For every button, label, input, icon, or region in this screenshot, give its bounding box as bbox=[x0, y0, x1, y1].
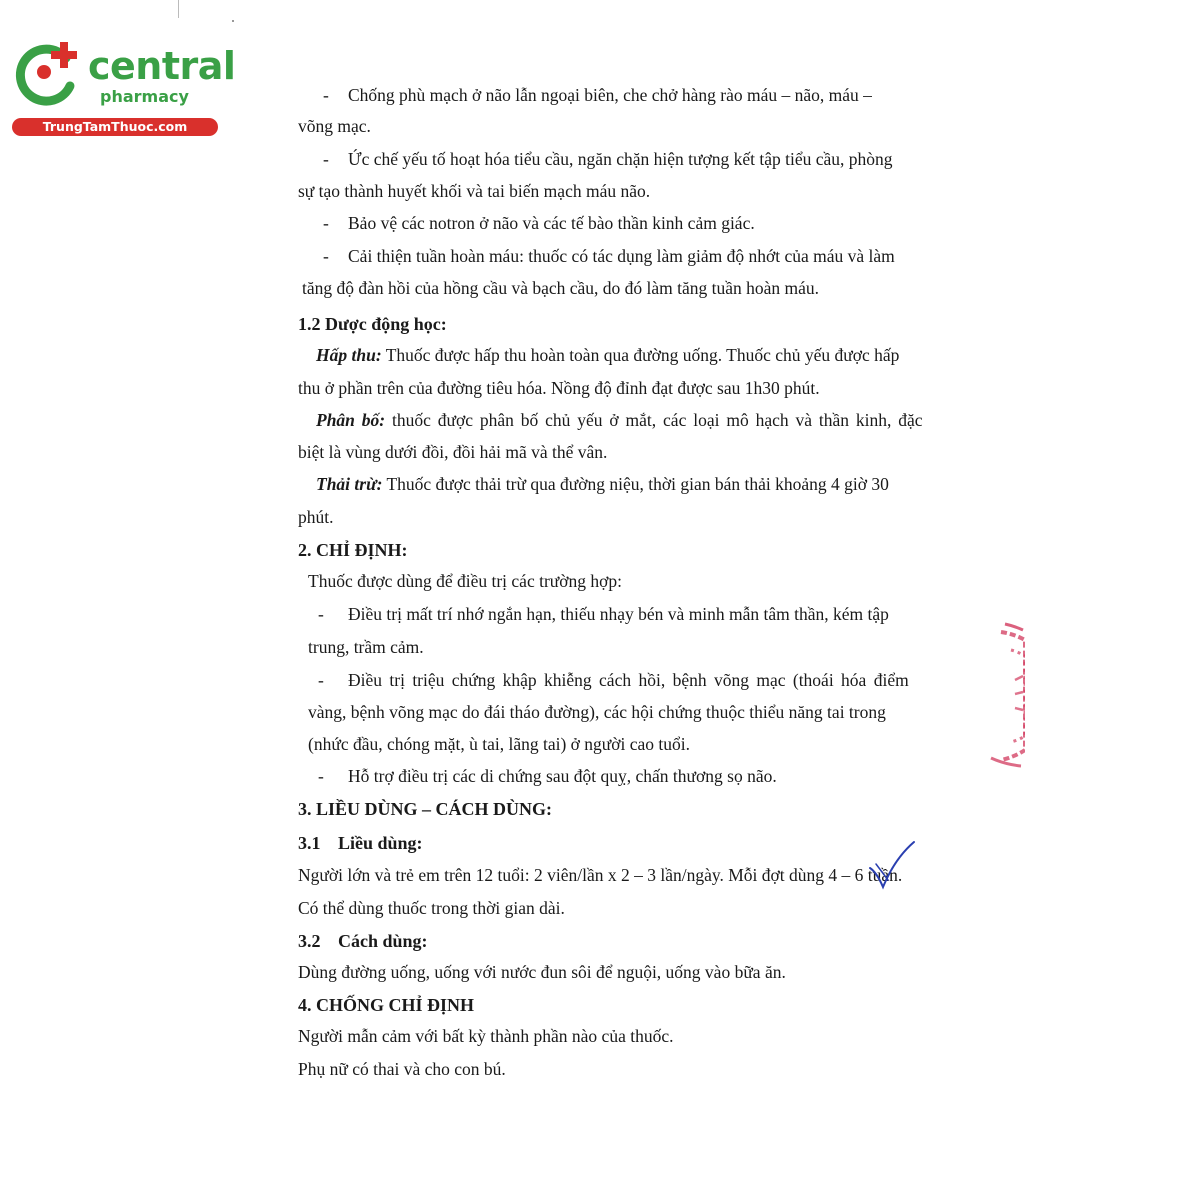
pk-absorb-lead: Hấp thu: bbox=[316, 345, 382, 365]
indication-b2-line3: (nhức đầu, chóng mặt, ù tai, lãng tai) ở người cao tuổi. bbox=[308, 734, 691, 754]
bullet-dash: - bbox=[318, 604, 324, 624]
pk-dist-text: thuốc được phân bố chủ yếu ở mắt, các loại mô hạch và thần kinh, đặc bbox=[385, 410, 923, 430]
dosage-sub2-title: Cách dùng: bbox=[338, 931, 428, 951]
bullet-dash: - bbox=[318, 766, 324, 786]
indication-intro: Thuốc được dùng để điều trị các trường hợp: bbox=[308, 571, 623, 591]
bullet-dash: - bbox=[318, 670, 324, 690]
scan-speck bbox=[232, 20, 234, 22]
contra-line2: Phụ nữ có thai và cho con bú. bbox=[298, 1059, 506, 1079]
indication-b3-line1: Hỗ trợ điều trị các di chứng sau đột quỵ, chấn thương sọ não. bbox=[348, 766, 777, 786]
indication-b1-line1: Điều trị mất trí nhớ ngắn hạn, thiếu nhạy bén và minh mẫn tâm thần, kém tập bbox=[348, 604, 889, 624]
indication-heading: 2. CHỈ ĐỊNH: bbox=[298, 540, 408, 560]
pk-elim-text: Thuốc được thải trừ qua đường niệu, thời gian bán thải khoảng 4 giờ 30 bbox=[382, 474, 889, 494]
contra-line1: Người mẫn cảm với bất kỳ thành phần nào của thuốc. bbox=[298, 1026, 674, 1046]
bullet-dash: - bbox=[323, 213, 329, 233]
logo-subtitle: pharmacy bbox=[100, 87, 189, 106]
pk-absorb-text: Thuốc được hấp thu hoàn toàn qua đường uống. Thuốc chủ yếu được hấp bbox=[381, 345, 900, 365]
dosage-sub1-number: 3.1 bbox=[298, 833, 321, 853]
dosage-heading: 3. LIỀU DÙNG – CÁCH DÙNG: bbox=[298, 799, 553, 819]
pk-elim-line2: phút. bbox=[298, 507, 334, 527]
pharm-b3-line1: Bảo vệ các notron ở não và các tế bào thần kinh cảm giác. bbox=[348, 213, 755, 233]
pharm-b2-line2: sự tạo thành huyết khối và tai biến mạch máu não. bbox=[298, 181, 651, 201]
dosage-line2: Có thể dùng thuốc trong thời gian dài. bbox=[298, 898, 565, 918]
scan-speck bbox=[178, 0, 179, 18]
official-stamp-seal bbox=[985, 620, 1025, 770]
dosage-line3: Dùng đường uống, uống với nước đun sôi để nguội, uống vào bữa ăn. bbox=[298, 962, 786, 982]
pk-dist-line1 bbox=[316, 409, 923, 431]
bullet-dash: - bbox=[323, 85, 329, 105]
handwritten-check-mark bbox=[866, 838, 918, 890]
pharm-b1-line2: võng mạc. bbox=[298, 116, 371, 136]
indication-b2-line1: Điều trị triệu chứng khập khiễng cách hồi, bệnh võng mạc (thoái hóa điểm bbox=[348, 670, 909, 690]
pk-elim-line1 bbox=[316, 473, 889, 495]
pharm-b4-line1: Cải thiện tuần hoàn máu: thuốc có tác dụng làm giảm độ nhớt của máu và làm bbox=[348, 246, 895, 266]
pk-heading: 1.2 Dược động học: bbox=[298, 314, 447, 334]
logo-mark-icon bbox=[8, 38, 88, 114]
pk-elim-lead: Thải trừ: bbox=[316, 474, 383, 494]
pharm-b2-line1: Ức chế yếu tố hoạt hóa tiểu cầu, ngăn chặn hiện tượng kết tập tiểu cầu, phòng bbox=[348, 149, 893, 169]
pharm-b1-line1: Chống phù mạch ở não lẫn ngoại biên, che chở hàng rào máu – não, máu – bbox=[348, 85, 872, 105]
pk-dist-lead: Phân bố: bbox=[316, 410, 386, 430]
central-pharmacy-logo bbox=[8, 38, 236, 138]
logo-url-badge: TrungTamThuoc.com bbox=[12, 118, 218, 136]
indication-b1-line2: trung, trầm cảm. bbox=[308, 637, 424, 657]
contra-heading: 4. CHỐNG CHỈ ĐỊNH bbox=[298, 995, 475, 1015]
indication-b2-line2: vàng, bệnh võng mạc do đái tháo đường), các hội chứng thuộc thiểu năng tai trong bbox=[308, 702, 886, 722]
bullet-dash: - bbox=[323, 246, 329, 266]
pk-absorb-line2: thu ở phần trên của đường tiêu hóa. Nồng độ đỉnh đạt được sau 1h30 phút. bbox=[298, 378, 820, 398]
logo-name: central bbox=[88, 44, 236, 88]
dosage-sub2-number: 3.2 bbox=[298, 931, 321, 951]
dosage-sub1-title: Liều dùng: bbox=[338, 833, 423, 853]
bullet-dash: - bbox=[323, 149, 329, 169]
pk-absorb-line1 bbox=[316, 344, 899, 366]
pk-dist-line2: biệt là vùng dưới đồi, đồi hải mã và thể vân. bbox=[298, 442, 608, 462]
pharm-b4-line2: tăng độ đàn hồi của hồng cầu và bạch cầu, do đó làm tăng tuần hoàn máu. bbox=[302, 278, 820, 298]
dosage-line1: Người lớn và trẻ em trên 12 tuổi: 2 viên/lần x 2 – 3 lần/ngày. Mỗi đợt dùng 4 – 6 tuần. bbox=[298, 865, 903, 885]
